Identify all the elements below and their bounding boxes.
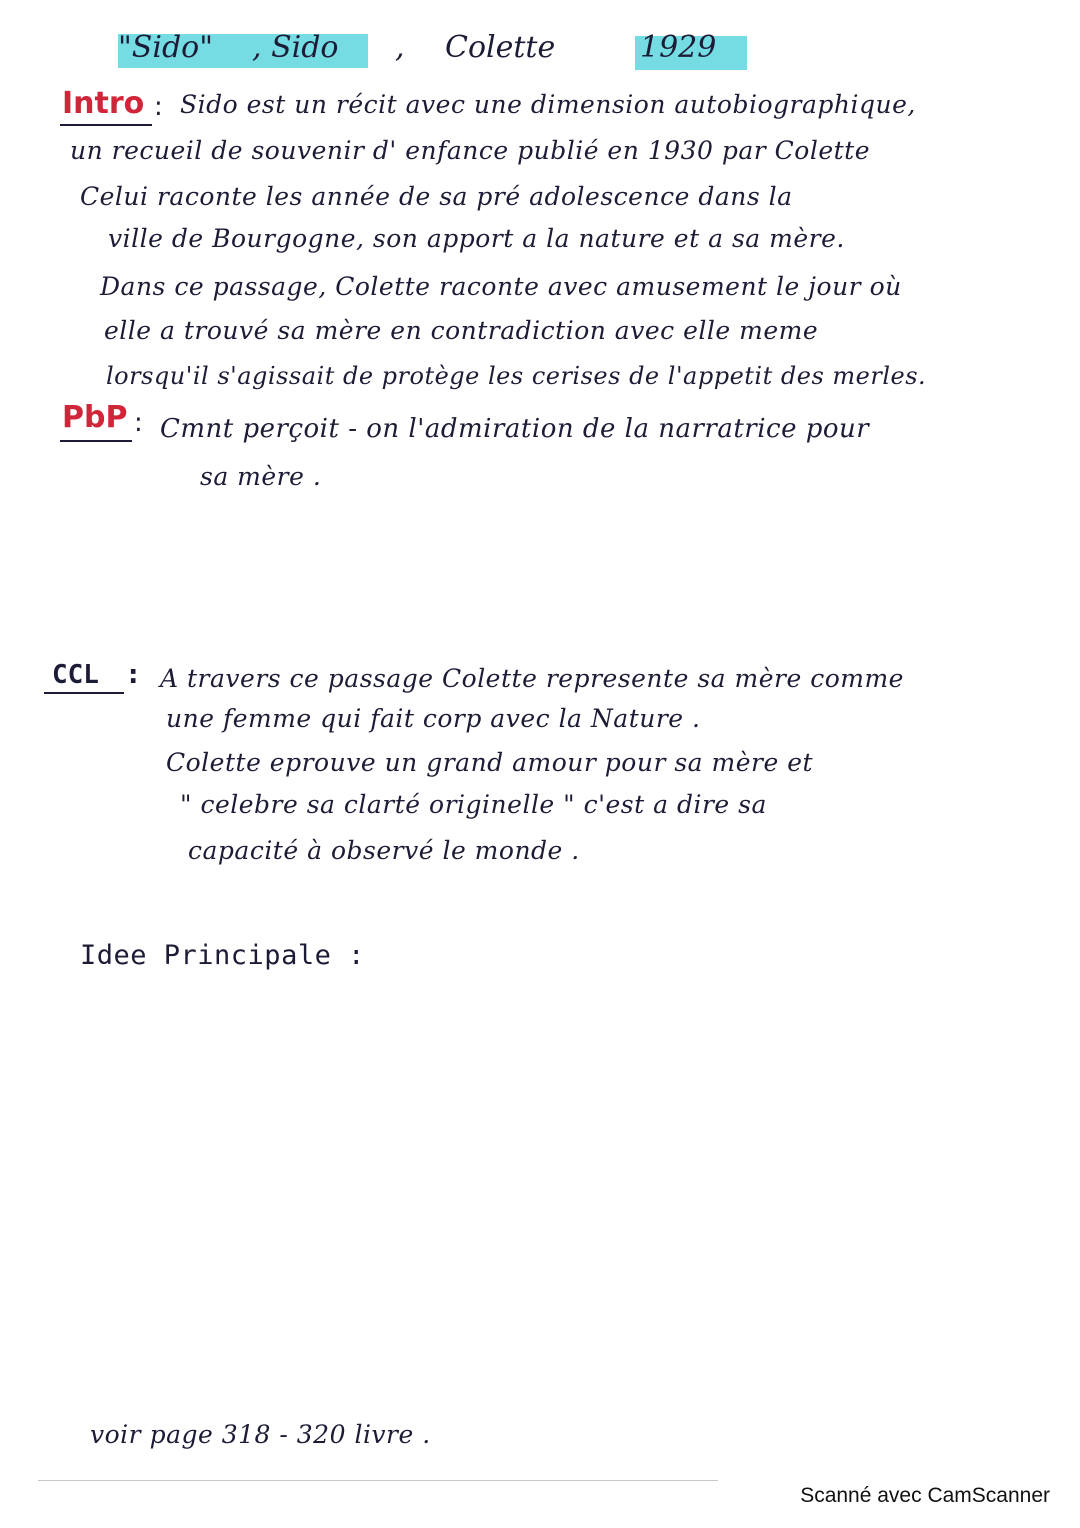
title-year: 1929: [640, 30, 717, 65]
intro-line-5: Dans ce passage, Colette raconte avec amusement le jour où: [100, 272, 902, 301]
conclusion-colon: :: [128, 660, 139, 690]
intro-line-3: Celui raconte les année de sa pré adolescence dans la: [80, 182, 793, 211]
scanner-watermark: Scanné avec CamScanner: [800, 1484, 1050, 1507]
title-work: "Sido": [118, 30, 214, 65]
idee-principale-heading: Idee Principale :: [80, 940, 365, 971]
intro-line-4: ville de Bourgogne, son apport a la nature et a sa mère.: [108, 224, 845, 253]
intro-line-6: elle a trouvé sa mère en contradiction avec elle meme: [104, 316, 819, 345]
title-separator: ,: [395, 30, 405, 65]
intro-colon: :: [154, 92, 163, 122]
problematique-colon: :: [134, 408, 143, 438]
page-divider: [38, 1480, 718, 1481]
problematique-label-underline: [60, 440, 132, 442]
problematique-label: PbP: [62, 400, 128, 435]
conclusion-label: CCL: [52, 660, 99, 690]
intro-label: Intro: [62, 86, 145, 121]
problematique-line-2: sa mère .: [200, 462, 322, 491]
title-work-repeat: , Sido: [252, 30, 339, 65]
conclusion-line-2: une femme qui fait corp avec la Nature .: [166, 704, 701, 733]
problematique-line-1: Cmnt perçoit - on l'admiration de la narratrice pour: [160, 414, 870, 444]
intro-line-7: lorsqu'il s'agissait de protège les cerises de l'appetit des merles.: [106, 362, 927, 390]
conclusion-line-5: capacité à observé le monde .: [188, 836, 580, 865]
conclusion-line-1: A travers ce passage Colette represente sa mère comme: [160, 664, 904, 693]
conclusion-line-3: Colette eprouve un grand amour pour sa mère et: [166, 748, 814, 777]
conclusion-line-4: " celebre sa clarté originelle " c'est a dire sa: [180, 790, 767, 819]
page-reference: voir page 318 - 320 livre .: [90, 1420, 431, 1449]
intro-line-2: un recueil de souvenir d' enfance publié en 1930 par Colette: [70, 136, 871, 165]
conclusion-label-underline: [44, 692, 124, 694]
intro-line-1: Sido est un récit avec une dimension autobiographique,: [180, 90, 916, 119]
intro-label-underline: [60, 124, 152, 126]
title-author: Colette: [445, 30, 556, 65]
